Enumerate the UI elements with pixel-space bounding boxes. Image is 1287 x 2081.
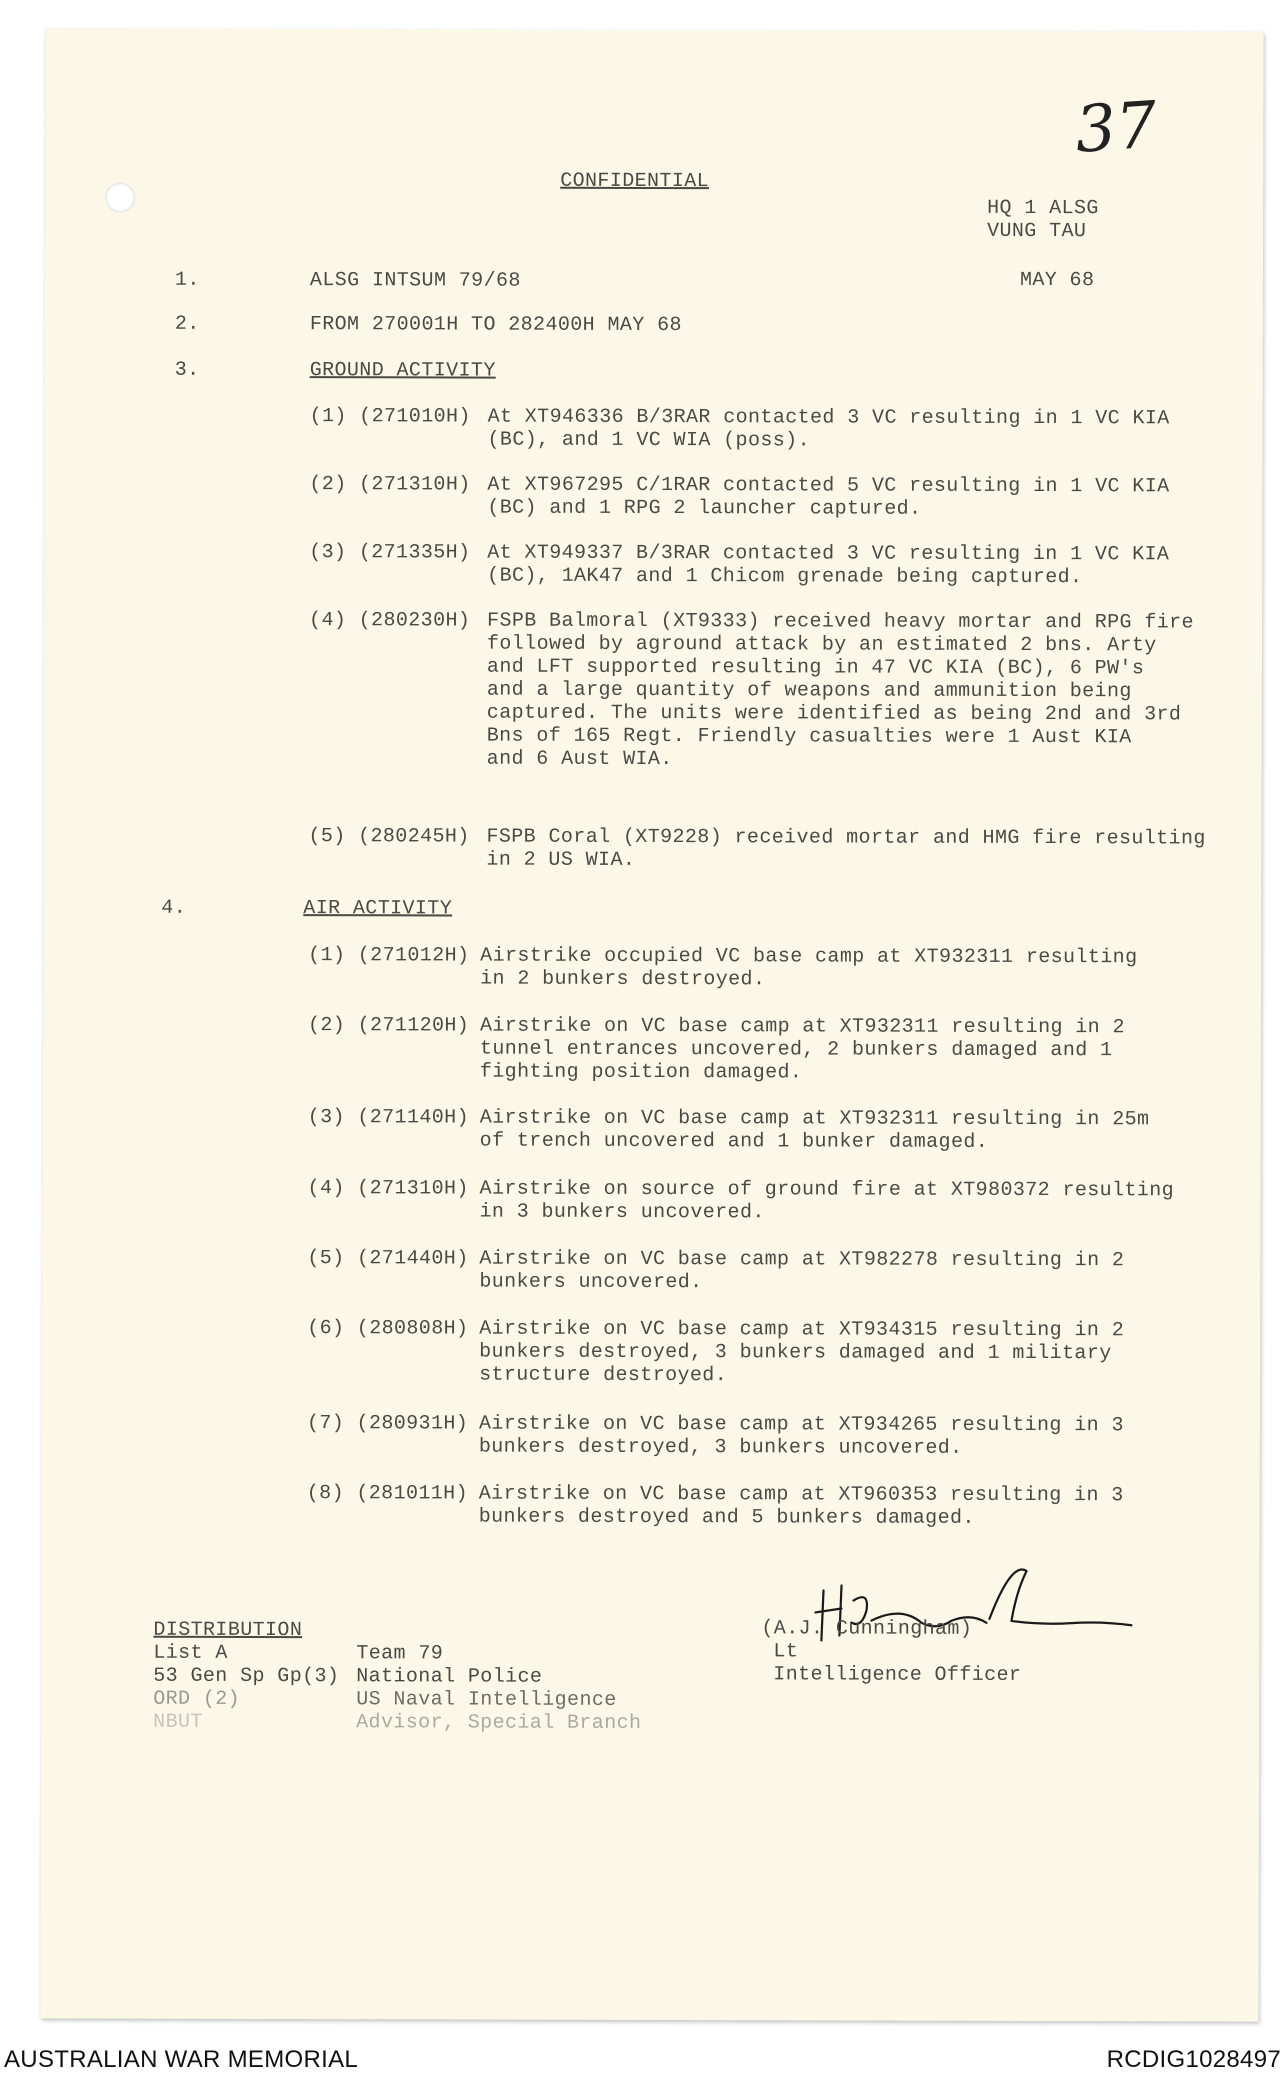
hq-line-1: HQ 1 ALSG [987, 196, 1099, 221]
signatory-rank: Lt [773, 1640, 799, 1664]
ground-activity-item [310, 405, 1210, 453]
ground-activity-item [309, 473, 1209, 521]
section-number-2: 2. [174, 312, 200, 336]
air-activity-item [307, 1247, 1207, 1295]
section-number-3: 3. [174, 358, 200, 382]
item-reference: (3) (271335H) [309, 541, 471, 565]
item-reference: (3) (271140H) [307, 1106, 470, 1130]
item-text: At XT949337 B/3RAR contacted 3 VC resulting in 1 VC KIA (BC), 1AK47 and 1 Chicom grenade being captured. [487, 541, 1170, 590]
air-activity-item [307, 1412, 1207, 1460]
archive-footer-left: AUSTRALIAN WAR MEMORIAL [4, 2046, 359, 2073]
item-reference: (2) (271120H) [307, 1014, 470, 1038]
item-reference: (1) (271010H) [309, 405, 471, 429]
section-number-1: 1. [174, 268, 200, 292]
item-text: Airstrike on VC base camp at XT932311 resulting in 2 tunnel entrances uncovered, 2 bunkers damaged and 1 fighting position damaged. [479, 1014, 1125, 1085]
section-number-4: 4. [161, 896, 187, 920]
item-reference: (7) (280931H) [306, 1412, 469, 1436]
signatory-name: (A.J. Cunningham) [761, 1617, 973, 1641]
ground-activity-heading: GROUND ACTIVITY [309, 359, 496, 383]
distribution-entry: National Police [356, 1665, 543, 1689]
item-reference: (4) (271310H) [307, 1177, 469, 1201]
air-activity-heading: AIR ACTIVITY [303, 897, 453, 921]
section-2-text: FROM 270001H TO 282400H MAY 68 [309, 313, 682, 338]
item-text: Airstrike on VC base camp at XT982278 resulting in 2 bunkers uncovered. [479, 1247, 1125, 1295]
distribution-heading: DISTRIBUTION [153, 1618, 303, 1643]
air-activity-item [307, 1482, 1207, 1530]
item-text: Airstrike on VC base camp at XT960353 resulting in 3 bunkers destroyed and 5 bunkers damaged. [478, 1482, 1124, 1530]
section-1-text: ALSG INTSUM 79/68 [309, 269, 521, 293]
item-text: Airstrike on VC base camp at XT932311 resulting in 25m of trench uncovered and 1 bunker damaged. [479, 1106, 1150, 1154]
item-reference: (1) (271012H) [308, 944, 470, 968]
distribution-entry: Advisor, Special Branch [356, 1711, 642, 1735]
signatory-title: Intelligence Officer [773, 1663, 1022, 1687]
item-reference: (6) (280808H) [307, 1317, 469, 1341]
ground-activity-item [309, 609, 1209, 772]
distribution-entry: US Naval Intelligence [356, 1688, 617, 1712]
air-activity-item [308, 1106, 1208, 1154]
item-reference: (8) (281011H) [306, 1482, 469, 1506]
item-text: FSPB Balmoral (XT9333) received heavy mortar and RPG fire followed by aground attack by an estimated 2 bns. Arty and LFT supported resulting in 47 VC KIA (BC), 6 PW's and a large quantity of weapons and ammunition being captured. The units were identified as being 2nd and 3rd Bns of 165 Regt. Friendly casualties were 1 Aust KIA and 6 Aust WIA. [486, 609, 1195, 772]
item-text: Airstrike on source of ground fire at XT980372 resulting in 3 bunkers uncovered. [479, 1177, 1175, 1225]
air-activity-item [307, 1177, 1207, 1225]
item-text: Airstrike occupied VC base camp at XT932311 resulting in 2 bunkers destroyed. [480, 944, 1138, 992]
handwritten-page-number: 37 [1072, 88, 1160, 168]
distribution-entry: List A [153, 1641, 228, 1665]
document-page [40, 28, 1263, 2021]
distribution-entry: Team 79 [356, 1642, 444, 1666]
item-text: Airstrike on VC base camp at XT934315 resulting in 2 bunkers destroyed, 3 bunkers damaged and 1 military structure destroyed. [479, 1317, 1125, 1388]
ground-activity-item [308, 825, 1208, 873]
item-reference: (5) (271440H) [307, 1247, 469, 1271]
document-date: MAY 68 [1019, 268, 1095, 293]
item-text: At XT967295 C/1RAR contacted 5 VC resulting in 1 VC KIA (BC) and 1 RPG 2 launcher captured. [487, 473, 1170, 521]
punch-hole [105, 183, 135, 213]
distribution-entry: 53 Gen Sp Gp(3) [153, 1664, 340, 1689]
item-text: FSPB Coral (XT9228) received mortar and HMG fire resulting in 2 US WIA. [486, 825, 1206, 872]
archive-footer-right: RCDIG1028497 [1106, 2046, 1281, 2073]
item-reference: (2) (271310H) [309, 473, 471, 497]
air-activity-item [308, 1014, 1208, 1085]
distribution-entry: ORD (2) [153, 1687, 241, 1711]
item-reference: (5) (280245H) [308, 825, 470, 849]
hq-line-2: VUNG TAU [987, 219, 1087, 244]
item-reference: (4) (280230H) [309, 609, 471, 633]
classification-heading: CONFIDENTIAL [560, 169, 710, 194]
air-activity-item [308, 944, 1208, 992]
item-text: At XT946336 B/3RAR contacted 3 VC resulting in 1 VC KIA (BC), and 1 VC WIA (poss). [487, 405, 1170, 453]
distribution-entry: NBUT [153, 1710, 203, 1734]
air-activity-item [307, 1317, 1207, 1388]
item-text: Airstrike on VC base camp at XT934265 resulting in 3 bunkers destroyed, 3 bunkers uncovered. [478, 1412, 1124, 1460]
ground-activity-item [309, 541, 1209, 589]
